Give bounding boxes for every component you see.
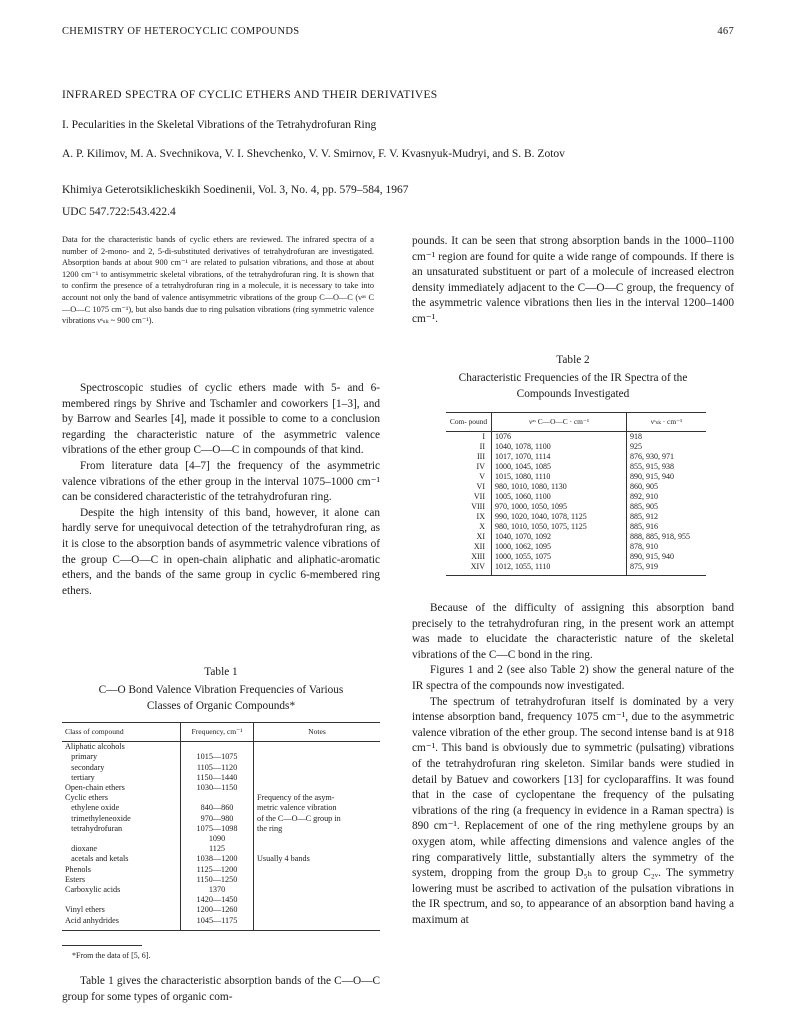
table-cell: dioxane bbox=[65, 844, 98, 854]
table-cell: tertiary bbox=[65, 772, 95, 782]
table-cell bbox=[254, 783, 381, 793]
table-cell bbox=[254, 742, 381, 753]
table-row bbox=[62, 803, 380, 813]
table-cell: 970, 1000, 1050, 1095 bbox=[492, 502, 627, 512]
table1-header: Notes bbox=[254, 723, 381, 742]
column-right-top bbox=[412, 234, 734, 328]
table-cell: VI bbox=[476, 482, 485, 491]
table-cell bbox=[254, 885, 381, 895]
table-cell: Esters bbox=[65, 874, 86, 884]
table-cell: IX bbox=[476, 512, 485, 521]
table-cell: Acid anhydrides bbox=[65, 915, 119, 925]
table-cell: Usually 4 bands bbox=[257, 854, 310, 864]
table-cell: 860, 905 bbox=[630, 482, 658, 491]
table-cell: 1090 bbox=[181, 834, 254, 844]
table-cell bbox=[181, 793, 254, 803]
table-cell: trimethyleneoxide bbox=[65, 813, 131, 823]
table1-footnote: *From the data of [5, 6]. bbox=[72, 951, 151, 960]
table-row bbox=[62, 844, 380, 854]
table-row bbox=[62, 752, 380, 762]
table-cell: Open-chain ethers bbox=[65, 783, 125, 793]
table-cell: 970—980 bbox=[181, 814, 254, 824]
table-cell: 1000, 1055, 1075 bbox=[492, 552, 627, 562]
table-cell: 1125 bbox=[181, 844, 254, 854]
table-cell: metric valence vibration bbox=[257, 803, 337, 813]
paragraph: Despite the high intensity of this band, however, it alone can hardly serve for unequivocal detection of the tetrahydrofuran ring, as it is close to the absorption bands of asymmetric valence vibrations of the group C—O—C in open-chain aliphatic and aliphatic-aromatic ethers, and the bands of the same group in cyclic 6-membered ring ethers. bbox=[62, 506, 380, 597]
table-cell: 925 bbox=[630, 442, 642, 451]
table-cell: 1000, 1045, 1085 bbox=[492, 462, 627, 472]
table-row bbox=[446, 502, 706, 512]
column-left-body bbox=[62, 381, 380, 599]
table-row bbox=[62, 742, 380, 753]
table-cell: 918 bbox=[630, 432, 642, 441]
paragraph: pounds. It can be seen that strong absorption bands in the 1000–1100 cm⁻¹ region are found for quite a wide range of compounds. If there is an unsaturated substituent or part of a molecule of increased electron density immediately adjacent to the C—O—C group, the frequency of the asymmetric valence vibrations then lies in the interval 1200–1400 cm⁻¹. bbox=[412, 235, 734, 325]
table-cell: VII bbox=[473, 492, 485, 501]
table-cell bbox=[254, 773, 381, 783]
table2-label: Table 2 bbox=[556, 354, 590, 366]
table-cell: 890, 915, 940 bbox=[630, 552, 674, 561]
table-cell: 885, 912 bbox=[630, 512, 658, 521]
paragraph: Table 1 gives the characteristic absorption bands of the C—O—C group for some types of organic com- bbox=[62, 975, 380, 1003]
table2-caption-block bbox=[412, 352, 734, 402]
table-cell: the ring bbox=[257, 823, 283, 833]
table1-header: Class of compound bbox=[62, 723, 181, 742]
table1-header: Frequency, cm⁻¹ bbox=[181, 723, 254, 742]
table-row bbox=[62, 814, 380, 824]
table-cell bbox=[254, 865, 381, 875]
table-cell: 1200—1260 bbox=[181, 905, 254, 915]
table-row bbox=[62, 865, 380, 875]
table-cell: 840—860 bbox=[181, 803, 254, 813]
table-cell: XIII bbox=[471, 552, 485, 561]
table-row bbox=[62, 895, 380, 905]
table1 bbox=[62, 722, 380, 931]
paragraph: Figures 1 and 2 (see also Table 2) show the general nature of the IR spectra of the compounds now investigated. bbox=[412, 664, 734, 692]
table-row bbox=[446, 562, 706, 572]
table-cell: 1030—1150 bbox=[181, 783, 254, 793]
table-cell: I bbox=[482, 432, 485, 441]
table-row bbox=[446, 482, 706, 492]
footnote-rule bbox=[62, 945, 142, 946]
table-row bbox=[62, 875, 380, 885]
table-row bbox=[446, 472, 706, 482]
table-row bbox=[446, 432, 706, 443]
citation: Khimiya Geterotsiklicheskikh Soedinenii, Vol. 3, No. 4, pp. 579–584, 1967 bbox=[62, 184, 409, 196]
table-cell: 1045—1175 bbox=[181, 916, 254, 926]
table-cell: XI bbox=[476, 532, 485, 541]
table-row bbox=[62, 793, 380, 803]
table-cell: 1075—1098 bbox=[181, 824, 254, 834]
table2-caption: Characteristic Frequencies of the IR Spectra of the Compounds Investigated bbox=[458, 372, 688, 400]
table-cell bbox=[254, 834, 381, 844]
table-row bbox=[62, 916, 380, 926]
abstract-tail: C—O—C (νᵃˢ C—O—C 1075 cm⁻¹), but also bands due to ring pulsation vibrations (ring symmetric valence vibrations νˢₛₖ ~ 900 cm⁻¹). bbox=[62, 292, 374, 326]
paragraph: From literature data [4–7] the frequency of the asymmetric valence vibrations of the ether group in the interval 1075–1000 cm⁻¹ can be considered characteristic of the tetrahydrofuran ring. bbox=[62, 459, 380, 504]
table-row bbox=[446, 542, 706, 552]
table-cell: 1125—1200 bbox=[181, 865, 254, 875]
table-bottom-rule bbox=[446, 572, 706, 576]
paragraph: The spectrum of tetrahydrofuran itself is dominated by a very intense absorption band, frequency 1075 cm⁻¹, due to the asymmetric valence vibration of the ether group. The second intense band is at 918 cm⁻¹. This band is obviously due to symmetric (pulsating) vibrations of the tetrahydrofuran ring skeleton. Similar bands were studied in detail by Batuev and coworkers [13] for cycloparaffins. It was found that in the case of cyclopentane the frequency of the pulsating vibrations of the ring (a frequency in evidence in a Raman spectra) is 890 cm⁻¹. Replacement of one of the ring methylene groups by an oxygen atom, while affecting dimensions and valence angles of the ring comparatively little, substantially alters the symmetry of the system, dropping from the group D₅ₕ to group C₂ᵥ. The symmetry lowering must be ascribed to activation of the pulsation vibrations in the IR spectrum, and so, to appearance of an absorption band having a maximum at bbox=[412, 695, 734, 926]
table-cell: II bbox=[479, 442, 485, 451]
article-title: INFRARED SPECTRA OF CYCLIC ETHERS AND THEIR DERIVATIVES bbox=[62, 89, 438, 101]
table-cell: ethylene oxide bbox=[65, 803, 120, 813]
table-cell: III bbox=[477, 452, 485, 461]
table2-header: Com- pound bbox=[446, 413, 492, 432]
paragraph: Spectroscopic studies of cyclic ethers made with 5- and 6-membered rings by Shrive and Tschamler and coworkers [1–3], and by Barrow and Searles [4], made it possible to come to a conclusion regarding the characteristic nature of the asymmetric valence vibrations of the ether group C—O—C in compounds of that kind. bbox=[62, 382, 380, 457]
table-row bbox=[62, 885, 380, 895]
table-cell: 855, 915, 938 bbox=[630, 462, 674, 471]
table-cell: 980, 1010, 1080, 1130 bbox=[492, 482, 627, 492]
table-bottom-rule bbox=[62, 926, 380, 931]
table-cell: 1017, 1070, 1114 bbox=[492, 452, 627, 462]
table-cell: 1370 bbox=[181, 885, 254, 895]
table-cell: Vinyl ethers bbox=[65, 905, 105, 915]
table-row bbox=[62, 773, 380, 783]
table-row bbox=[62, 824, 380, 834]
table-cell bbox=[62, 834, 181, 844]
table-cell: 885, 916 bbox=[630, 522, 658, 531]
table-cell: 1000, 1062, 1095 bbox=[492, 542, 627, 552]
table-cell bbox=[62, 895, 181, 905]
table-cell: Carboxylic acids bbox=[65, 885, 121, 895]
table-cell: 885, 905 bbox=[630, 502, 658, 511]
table-cell: 1040, 1070, 1092 bbox=[492, 532, 627, 542]
table-row bbox=[62, 783, 380, 793]
table-cell: 990, 1020, 1040, 1078, 1125 bbox=[492, 512, 627, 522]
table-cell bbox=[254, 763, 381, 773]
table-cell: Frequency of the asym- bbox=[257, 793, 335, 803]
abstract bbox=[62, 234, 374, 327]
table-cell: 892, 910 bbox=[630, 492, 658, 501]
table1-caption-block bbox=[62, 664, 380, 714]
table-cell: 890, 915, 940 bbox=[630, 472, 674, 481]
column-left-end bbox=[62, 974, 380, 1005]
table-row bbox=[446, 552, 706, 562]
udc-code: UDC 547.722:543.422.4 bbox=[62, 206, 176, 218]
table-cell: Aliphatic alcohols bbox=[65, 742, 125, 752]
table-cell bbox=[254, 895, 381, 905]
table-cell bbox=[254, 875, 381, 885]
table-cell: 1015—1075 bbox=[181, 752, 254, 762]
table-cell: 1040, 1078, 1100 bbox=[492, 442, 627, 452]
table-cell: 1150—1440 bbox=[181, 773, 254, 783]
table-cell: VIII bbox=[471, 502, 485, 511]
table-row bbox=[446, 512, 706, 522]
column-right-body bbox=[412, 601, 734, 928]
table-row bbox=[62, 763, 380, 773]
table-cell: 1076 bbox=[492, 432, 627, 443]
running-header bbox=[62, 26, 734, 37]
table-cell: XII bbox=[473, 542, 485, 551]
table-cell: V bbox=[479, 472, 485, 481]
table-cell: of the C—O—C group in bbox=[257, 813, 341, 823]
table-cell: 888, 885, 918, 955 bbox=[630, 532, 690, 541]
table-cell: 1038—1200 bbox=[181, 854, 254, 864]
table-cell: Cyclic ethers bbox=[65, 793, 108, 803]
table-cell: 875, 919 bbox=[630, 562, 658, 571]
table1-label: Table 1 bbox=[204, 666, 238, 678]
table-row bbox=[62, 854, 380, 864]
table-cell: Phenols bbox=[65, 864, 91, 874]
table-row bbox=[62, 834, 380, 844]
table-cell: 980, 1010, 1050, 1075, 1125 bbox=[492, 522, 627, 532]
table-row bbox=[62, 905, 380, 915]
table-cell bbox=[254, 752, 381, 762]
table-cell: acetals and ketals bbox=[65, 854, 129, 864]
table-cell: 876, 930, 971 bbox=[630, 452, 674, 461]
table-row bbox=[446, 452, 706, 462]
table-row bbox=[446, 532, 706, 542]
abstract-text: Data for the characteristic bands of cyclic ethers are reviewed. The infrared spectra of a number of 2-mono- and 2, 5-di-substituted derivatives of tetrahydrofuran are investigated. Absorption bands at about 900 cm⁻¹ are related to pulsation vibrations, and those at about 1200 cm⁻¹ to antisymmetric skeletal vibrations, of the tetrahydrofuran ring. It is shown that to confirm the presence of a tetrahydrofuran ring in a molecule, it is necessary to take into account not only the band of valence antisymmetric vibrations of the group bbox=[62, 235, 374, 302]
table-cell: 1150—1250 bbox=[181, 875, 254, 885]
table-row bbox=[446, 462, 706, 472]
page-number: 467 bbox=[717, 26, 734, 37]
table-cell: 1105—1120 bbox=[181, 763, 254, 773]
table-cell: 1015, 1080, 1110 bbox=[492, 472, 627, 482]
table2-header: νˢₛₖ · cm⁻¹ bbox=[627, 413, 707, 432]
table-cell: X bbox=[479, 522, 485, 531]
article-subtitle: I. Pecularities in the Skeletal Vibrations of the Tetrahydrofuran Ring bbox=[62, 119, 377, 131]
table-row bbox=[446, 442, 706, 452]
table-cell: IV bbox=[476, 462, 485, 471]
table-cell bbox=[254, 844, 381, 854]
table-cell: 1012, 1055, 1110 bbox=[492, 562, 627, 572]
table-row bbox=[446, 492, 706, 502]
table-cell bbox=[181, 742, 254, 753]
table1-caption: C—O Bond Valence Vibration Frequencies of Various Classes of Organic Compounds* bbox=[98, 684, 344, 712]
journal-name: CHEMISTRY OF HETEROCYCLIC COMPOUNDS bbox=[62, 26, 300, 37]
table-cell: 1420—1450 bbox=[181, 895, 254, 905]
table-cell: secondary bbox=[65, 762, 105, 772]
table-cell: 878, 910 bbox=[630, 542, 658, 551]
table2 bbox=[446, 412, 706, 576]
table-cell bbox=[254, 916, 381, 926]
paragraph: Because of the difficulty of assigning this absorption band precisely to the tetrahydrofuran ring, in the present work an attempt was made to elucidate the characteristic nature of the skeletal vibrations of the C—C bond in the ring. bbox=[412, 602, 734, 661]
table-cell: XIV bbox=[470, 562, 485, 571]
author-list: A. P. Kilimov, M. A. Svechnikova, V. I. Shevchenko, V. V. Smirnov, F. V. Kvasnyuk-Mudryi, and S. B. Zotov bbox=[62, 148, 565, 160]
table-cell bbox=[254, 905, 381, 915]
table-cell: primary bbox=[65, 752, 98, 762]
table2-header: νᵃˢ C—O—C · cm⁻¹ bbox=[492, 413, 627, 432]
table-cell: 1005, 1060, 1100 bbox=[492, 492, 627, 502]
table-cell: tetrahydrofuran bbox=[65, 823, 123, 833]
table-row bbox=[446, 522, 706, 532]
